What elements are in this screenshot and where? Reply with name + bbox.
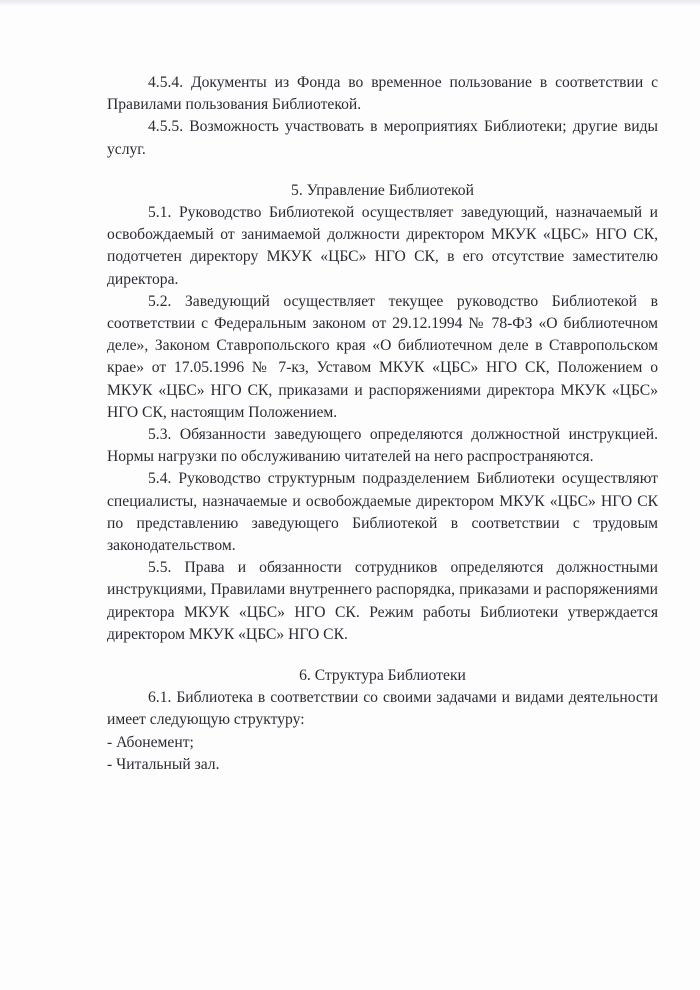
list-item-reading-room: - Читальный зал. — [107, 755, 220, 773]
section-spacer — [107, 646, 658, 665]
paragraph-5-5: 5.5. Права и обязанности сотрудников определяются должностными инструкциями, Правилами внутреннего распорядка, приказами и распоряжениями директора МКУК «ЦБС» НГО СК. Режим работы Библиотеки утверждается директором МКУК «ЦБС» НГО СК. — [107, 559, 658, 643]
paragraph-4-5-5: 4.5.5. Возможность участвовать в мероприятиях Библиотеки; другие виды услуг. — [107, 118, 658, 158]
paragraph-5-2: 5.2. Заведующий осуществляет текущее руководство Библиотекой в соответствии с Федеральным законом от 29.12.1994 № 78-ФЗ «О библиотечном деле», Законом Ставропольского края «О библиотечном деле в Ставропольском крае» от 17.05.1996 № 7-кз, Уставом МКУК «ЦБС» НГО СК, Положением о МКУК «ЦБС» НГО СК, приказами и распоряжениями директора МКУК «ЦБС» НГО СК, настоящим Положением. — [107, 292, 658, 421]
section-6-heading: 6. Структура Библиотеки — [299, 667, 466, 685]
document-body — [107, 72, 658, 776]
list-item-abonement: - Абонемент; — [107, 733, 194, 751]
paragraph-4-5-4: 4.5.4. Документы из Фонда во временное пользование в соответствии с Правилами пользования Библиотекой. — [107, 74, 658, 114]
section-spacer — [107, 161, 658, 180]
paragraph-6-1: 6.1. Библиотека в соответствии со своими задачами и видами деятельности имеет следующую структуру: — [107, 689, 658, 729]
scan-edge-shadow — [0, 0, 700, 6]
paragraph-5-1: 5.1. Руководство Библиотекой осуществляет заведующий, назначаемый и освобождаемый от занимаемой должности директором МКУК «ЦБС» НГО СК, подотчетен директору МКУК «ЦБС» НГО СК, в его отсутствие заместителю директора. — [107, 204, 658, 288]
paragraph-5-4: 5.4. Руководство структурным подразделением Библиотеки осуществляют специалисты, назначаемые и освобождаемые директором МКУК «ЦБС» НГО СК по представлению заведующего Библиотекой в соответствии с трудовым законодательством. — [107, 470, 658, 555]
paragraph-5-3: 5.3. Обязанности заведующего определяются должностной инструкцией. Нормы нагрузки по обслуживанию читателей на него распространяются. — [107, 426, 658, 466]
section-5-heading: 5. Управление Библиотекой — [291, 181, 474, 199]
